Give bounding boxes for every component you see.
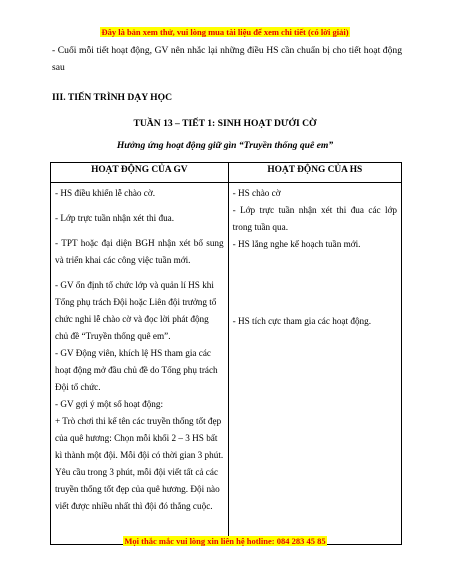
- gv-line-emulation: - Lớp trực tuần nhận xét thi đua.: [55, 213, 175, 223]
- gv-line-encourage: - GV Động viên, khích lệ HS tham gia các hoạt động mở đầu chủ đề do Tổng phụ trách Đội tổ chức.: [55, 348, 218, 392]
- hs-line-salute: - HS chào cờ: [232, 188, 281, 198]
- table-header-row: [51, 163, 402, 183]
- gv-line-game: + Trò chơi thi kể tên các truyền thống tốt đẹp của quê hương: Chọn mỗi khối 2 – 3 HS bất kì thành một đội. Mỗi đội có thời gian 3 phút. Yêu cầu trong 3 phút, mỗi đội viết tất cả các truyền thống tốt đẹp của quê hương. Đội nào viết được nhiều nhất thì đội đó thắng cuộc.: [55, 416, 224, 511]
- hs-line-participate: - HS tích cực tham gia các hoạt động.: [232, 316, 372, 326]
- activity-table: [50, 162, 402, 545]
- teacher-activity-header: HOẠT ĐỘNG CỦA GV: [51, 163, 229, 183]
- teacher-activity-cell: [51, 183, 229, 545]
- lesson-title: TUẦN 13 – TIẾT 1: SINH HOẠT DƯỚI CỜ: [133, 118, 317, 129]
- gv-line-ceremony: - HS điều khiển lễ chào cờ.: [55, 188, 156, 198]
- hs-line-emulation: - Lớp trực tuần nhận xét thi đua các lớp trong tuần qua.: [232, 205, 397, 232]
- hs-line-plan: - HS lắng nghe kế hoạch tuần mới.: [232, 239, 361, 249]
- gv-line-tpt: - TPT hoặc đại diện BGH nhận xét bổ sung và triển khai các công việc tuần mới.: [55, 238, 224, 265]
- preview-banner: Đây là bản xem thử, vui lòng mua tài liệu để xem chi tiết (có lời giải): [101, 27, 349, 37]
- section-heading: III. TIẾN TRÌNH DẠY HỌC: [52, 92, 173, 103]
- intro-paragraph: - Cuối mỗi tiết hoạt động, GV nên nhắc lại những điều HS cần chuẩn bị cho tiết hoạt động sau: [52, 45, 402, 73]
- hotline-banner: Mọi thắc mắc vui lòng xin liên hệ hotline: 084 283 45 85: [124, 536, 326, 546]
- student-activity-header: HOẠT ĐỘNG CỦA HS: [228, 163, 401, 183]
- student-activity-cell: [228, 183, 401, 545]
- gv-line-suggest: - GV gợi ý một số hoạt động:: [55, 399, 164, 409]
- table-row: [51, 183, 402, 545]
- gv-line-organize: - GV ổn định tổ chức lớp và quản lí HS khi Tổng phụ trách Đội hoặc Liên đội trưởng tổ chức nghi lễ chào cờ và đọc lời phát động chủ đề “Truyền thống quê em”.: [55, 280, 217, 341]
- lesson-subtitle: Hưởng ứng hoạt động giữ gìn “Truyền thống quê em”: [116, 140, 334, 151]
